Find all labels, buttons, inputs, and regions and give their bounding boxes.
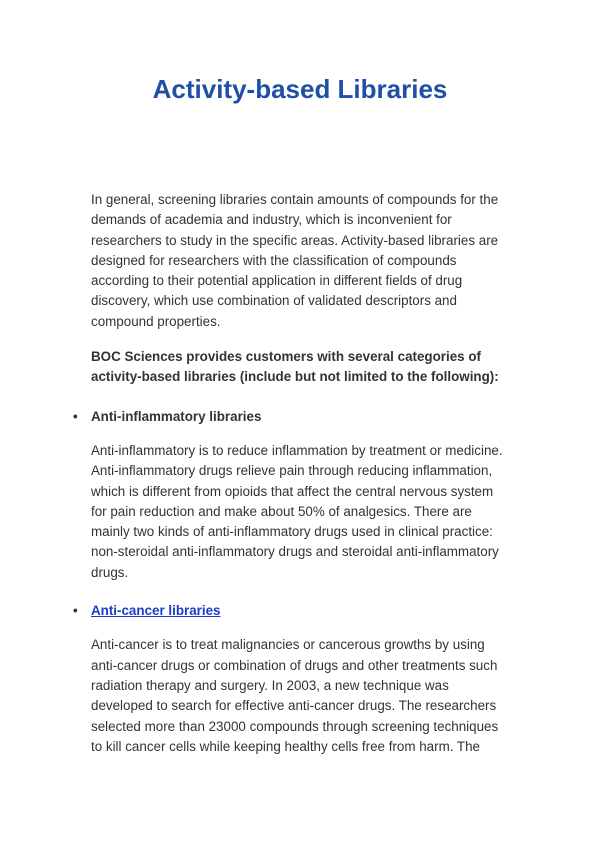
section-body-anti-inflammatory: Anti-inflammatory is to reduce inflammation by treatment or medicine. Anti-inflammatory drugs relieve pain through reducing inflammation, which is different from opioids that affect the central nervous system for pain reduction and make about 50% of analgesics. There are mainly two kinds of anti-inflammatory drugs used in clinical practice: non-steroidal anti-inflammatory drugs and steroidal anti-inflammatory drugs. <box>91 442 503 580</box>
section-heading-anti-inflammatory <box>73 407 511 427</box>
document-body <box>73 190 511 775</box>
section-heading-anti-cancer <box>73 601 511 621</box>
bullet-icon: • <box>73 603 78 619</box>
page-title: Activity-based Libraries <box>152 74 448 104</box>
section-heading-label: Anti-inflammatory libraries <box>91 408 262 424</box>
bullet-icon: • <box>73 408 78 424</box>
anti-cancer-libraries-link[interactable]: Anti-cancer libraries <box>91 603 221 619</box>
lead-paragraph: BOC Sciences provides customers with several categories of activity-based libraries (include but not limited to the following): <box>91 349 499 385</box>
section-body-anti-cancer: Anti-cancer is to treat malignancies or cancerous growths by using anti-cancer drugs or combination of drugs and other treatments such radiation therapy and surgery. In 2003, a new technique was developed to search for effective anti-cancer drugs. The researchers selected more than 23000 compounds through screening techniques to kill cancer cells while keeping healthy cells free from harm. The <box>91 637 499 754</box>
intro-paragraph: In general, screening libraries contain amounts of compounds for the demands of academia and industry, which is inconvenient for researchers to study in the specific areas. Activity-based libraries are designed for researchers with the classification of compounds according to their potential application in different fields of drug discovery, which use combination of validated descriptors and compound properties. <box>91 192 499 329</box>
